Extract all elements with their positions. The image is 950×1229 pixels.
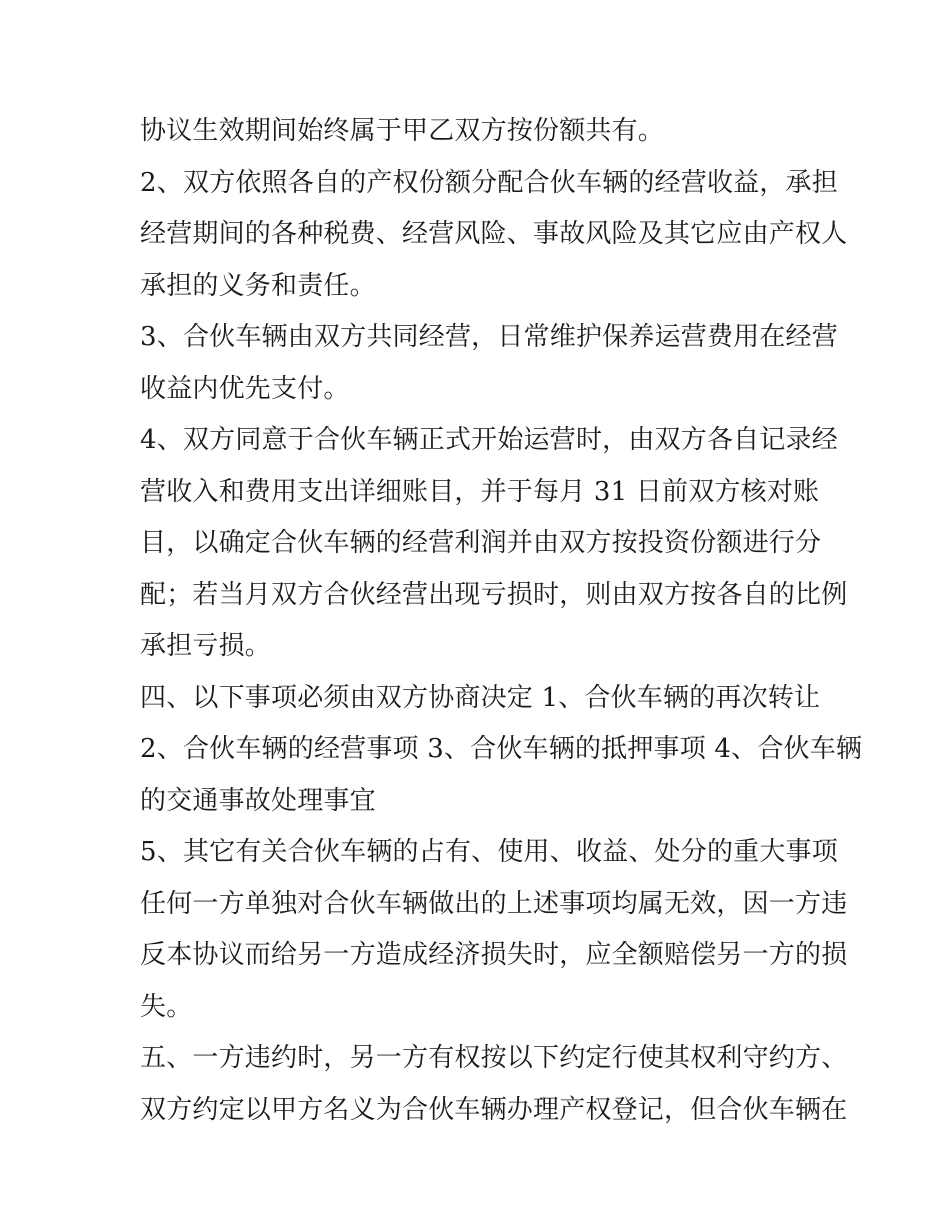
text-line: 营收入和费用支出详细账目，并于每月 31 日前双方核对账 xyxy=(140,476,820,507)
text-line: 承担亏损。 xyxy=(140,631,272,661)
text-line: 四、以下事项必须由双方协商决定 1、合伙车辆的再次转让 xyxy=(140,682,821,713)
text-line: 目，以确定合伙车辆的经营利润并由双方按投资份额进行分 xyxy=(140,528,822,558)
document-body xyxy=(140,106,863,1136)
text-line: 5、其它有关合伙车辆的占有、使用、收益、处分的重大事项 xyxy=(140,837,838,867)
text-line: 收益内优先支付。 xyxy=(140,373,350,404)
text-line: 配；若当月双方合伙经营出现亏损时，则由双方按各自的比例 xyxy=(140,579,848,610)
text-line: 3、合伙车辆由双方共同经营，日常维护保养运营费用在经营 xyxy=(140,322,838,352)
text-line: 任何一方单独对合伙车辆做出的上述事项均属无效，因一方违 xyxy=(140,888,848,919)
text-line: 2、双方依照各自的产权份额分配合伙车辆的经营收益，承担 xyxy=(140,167,838,198)
text-line: 失。 xyxy=(140,991,193,1022)
text-line: 五、一方违约时，另一方有权按以下约定行使其权利守约方、 xyxy=(140,1043,848,1073)
text-line: 2、合伙车辆的经营事项 3、合伙车辆的抵押事项 4、合伙车辆 xyxy=(140,734,863,764)
text-line: 承担的义务和责任。 xyxy=(140,270,376,301)
text-line: 经营期间的各种税费、经营风险、事故风险及其它应由产权人 xyxy=(140,219,848,249)
text-line: 双方约定以甲方名义为合伙车辆办理产权登记，但合伙车辆在 xyxy=(140,1094,848,1125)
text-line: 反本协议而给另一方造成经济损失时，应全额赔偿另一方的损 xyxy=(140,940,848,970)
text-line: 的交通事故处理事宜 xyxy=(140,785,376,816)
text-line: 协议生效期间始终属于甲乙双方按份额共有。 xyxy=(140,116,665,146)
text-line: 4、双方同意于合伙车辆正式开始运营时，由双方各自记录经 xyxy=(140,425,838,455)
